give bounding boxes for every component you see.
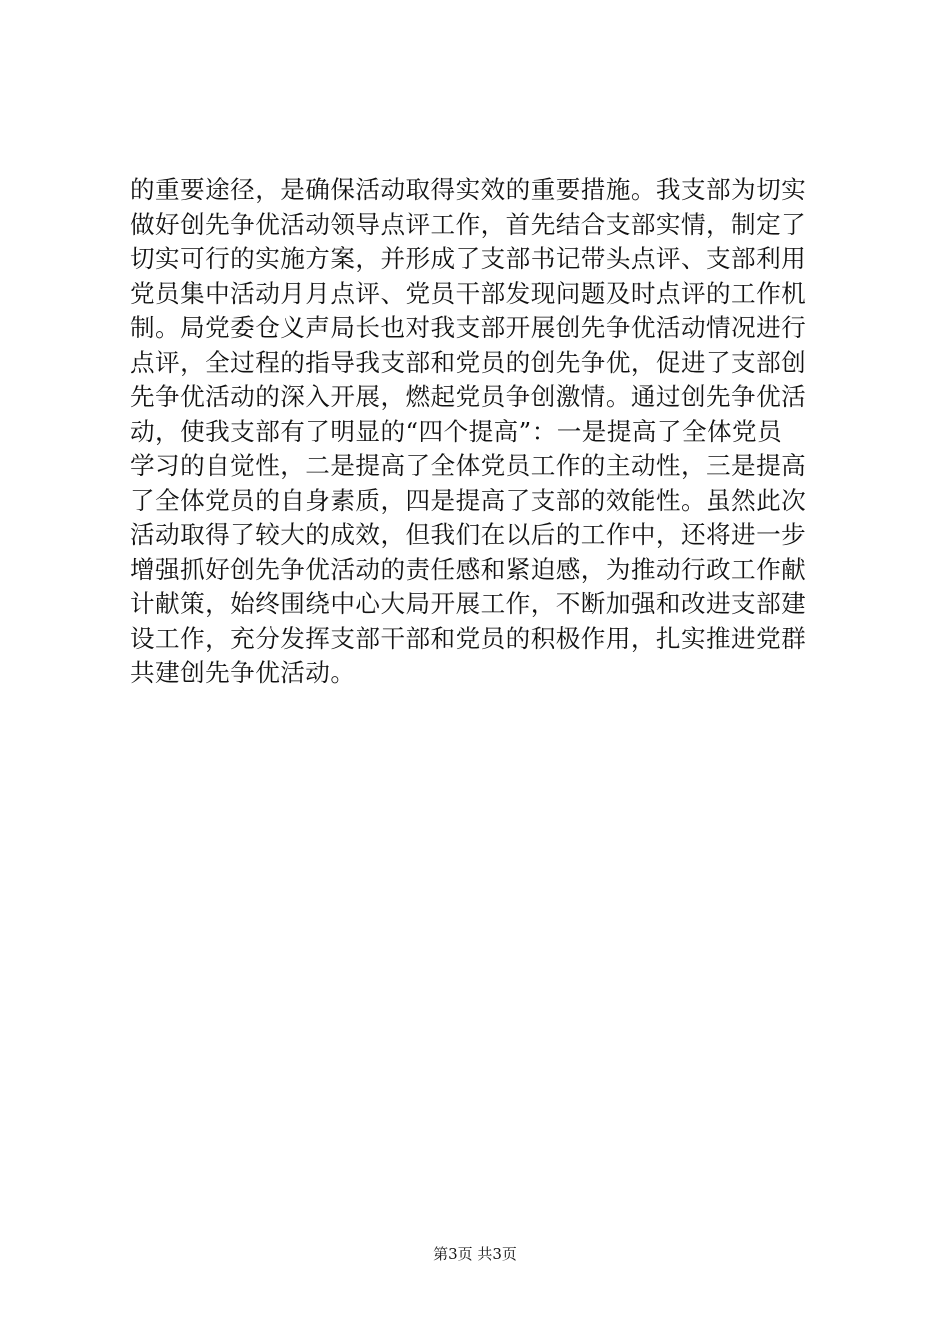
body-paragraph (130, 173, 830, 691)
page-number-footer: 第3页 共3页 (433, 1245, 517, 1263)
paragraph-line: 先争优活动的深入开展，燃起党员争创激情。通过创先争优活 (130, 382, 807, 411)
paragraph-line: 活动取得了较大的成效，但我们在以后的工作中，还将进一步 (130, 520, 807, 549)
paragraph-line: 增强抓好创先争优活动的责任感和紧迫感，为推动行政工作献 (130, 554, 807, 584)
paragraph-line: 切实可行的实施方案，并形成了支部书记带头点评、支部利用 (130, 244, 807, 273)
paragraph-line: 设工作，充分发挥支部干部和党员的积极作用，扎实推进党群 (130, 623, 807, 653)
paragraph-line: 党员集中活动月月点评、党员干部发现问题及时点评的工作机 (130, 278, 807, 308)
paragraph-line: 共建创先争优活动。 (130, 658, 356, 687)
paragraph-line: 学习的自觉性，二是提高了全体党员工作的主动性，三是提高 (130, 451, 807, 480)
paragraph-line: 了全体党员的自身素质，四是提高了支部的效能性。虽然此次 (130, 485, 807, 515)
paragraph-line: 的重要途径，是确保活动取得实效的重要措施。我支部为切实 (130, 175, 807, 204)
paragraph-line: 点评，全过程的指导我支部和党员的创先争优，促进了支部创 (130, 347, 807, 377)
paragraph-line: 做好创先争优活动领导点评工作，首先结合支部实情，制定了 (130, 209, 807, 239)
paragraph-line: 动，使我支部有了明显的“四个提高”：一是提高了全体党员 (130, 416, 783, 446)
paragraph-line: 计献策，始终围绕中心大局开展工作，不断加强和改进支部建 (130, 589, 807, 618)
paragraph-line: 制。局党委仓义声局长也对我支部开展创先争优活动情况进行 (130, 313, 807, 342)
